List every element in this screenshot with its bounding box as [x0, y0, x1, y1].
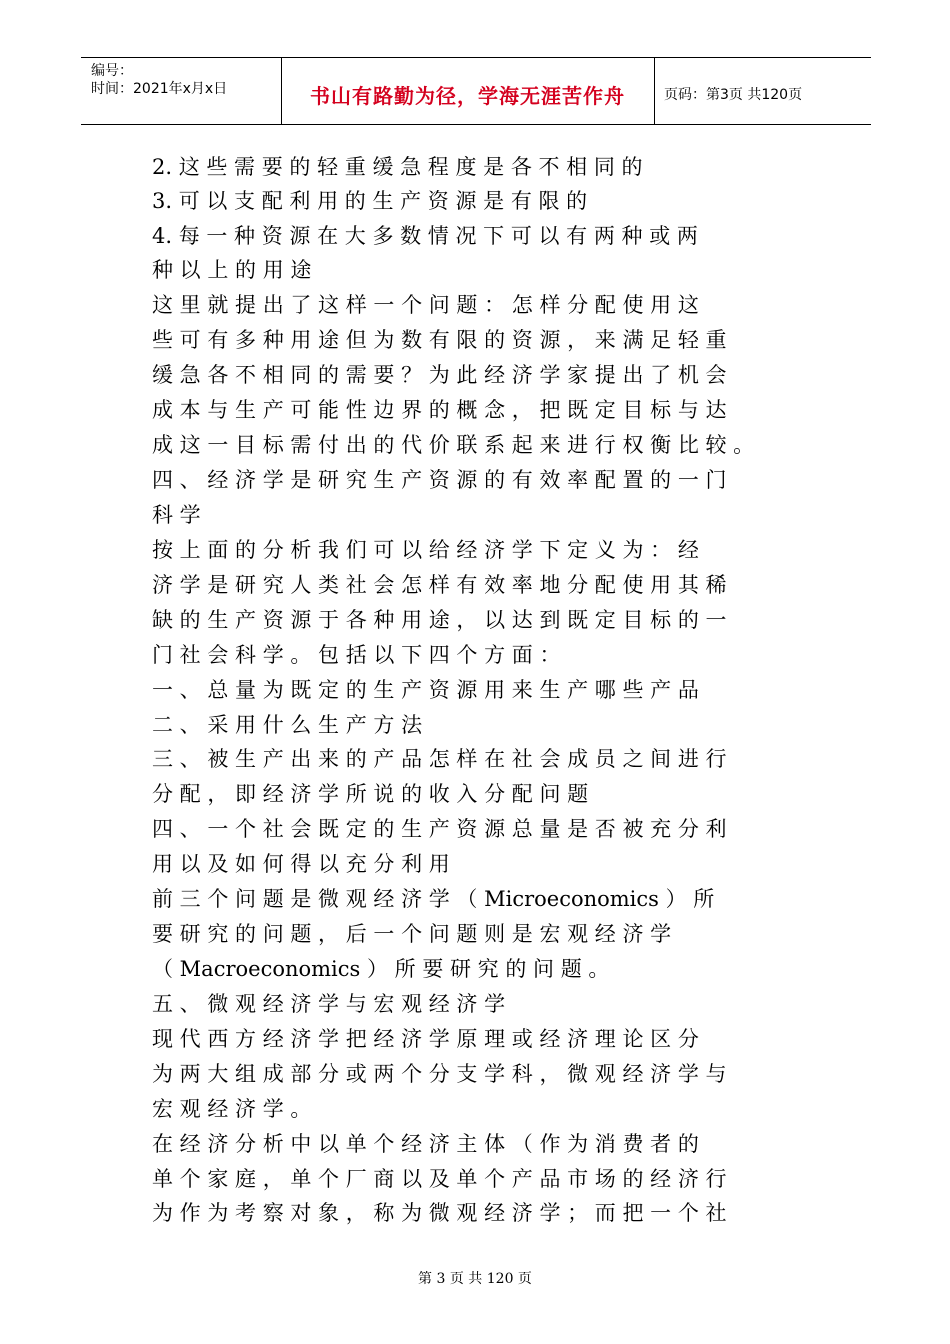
header-page-info: 页码：第3页 共120页 [664, 87, 803, 103]
header-meta-cell [81, 58, 282, 124]
header-motto-cell [281, 58, 655, 124]
text-line: 四 、 经 济 学 是 研 究 生 产 资 源 的 有 效 率 配 置 的 一 门 [152, 468, 727, 492]
text-line: 种 以 上 的 用 途 [152, 258, 312, 282]
text-line: 缓 急 各 不 相 同 的 需 要 ？ 为 此 经 济 学 家 提 出 了 机 会 [152, 363, 727, 387]
text-line: 分 配 ， 即 经 济 学 所 说 的 收 入 分 配 问 题 [152, 782, 589, 806]
text-line: 五 、 微 观 经 济 学 与 宏 观 经 济 学 [152, 992, 506, 1016]
page-header [81, 57, 871, 125]
text-line: 成 本 与 生 产 可 能 性 边 界 的 概 念 ， 把 既 定 目 标 与 达 [152, 398, 727, 422]
page-footer: 第 3 页 共 120 页 [418, 1271, 532, 1287]
text-line: 三 、 被 生 产 出 来 的 产 品 怎 样 在 社 会 成 员 之 间 进 行 [152, 747, 727, 771]
text-line: 一 、 总 量 为 既 定 的 生 产 资 源 用 来 生 产 哪 些 产 品 [152, 678, 699, 702]
text-line: 科 学 [152, 503, 201, 527]
text-line: 用 以 及 如 何 得 以 充 分 利 用 [152, 852, 450, 876]
text-line: 缺 的 生 产 资 源 于 各 种 用 途 ， 以 达 到 既 定 目 标 的 一 [152, 608, 727, 632]
text-line: 在 经 济 分 析 中 以 单 个 经 济 主 体 （ 作 为 消 费 者 的 [152, 1132, 699, 1156]
text-line: 为 作 为 考 察 对 象 ， 称 为 微 观 经 济 学 ； 而 把 一 个 社 [152, 1201, 727, 1225]
text-line: 现 代 西 方 经 济 学 把 经 济 学 原 理 或 经 济 理 论 区 分 [152, 1027, 699, 1051]
text-line: 3. 可 以 支 配 利 用 的 生 产 资 源 是 有 限 的 [152, 189, 588, 213]
document-number-label: 编号： [91, 63, 133, 79]
text-line: 前 三 个 问 题 是 微 观 经 济 学 （ Microeconomics ） 所 [152, 887, 715, 911]
text-line: 为 两 大 组 成 部 分 或 两 个 分 支 学 科 ， 微 观 经 济 学 与 [152, 1062, 727, 1086]
text-line: 2. 这 些 需 要 的 轻 重 缓 急 程 度 是 各 不 相 同 的 [152, 155, 643, 179]
text-line: 按 上 面 的 分 析 我 们 可 以 给 经 济 学 下 定 义 为 ： 经 [152, 538, 699, 562]
text-line: 4. 每 一 种 资 源 在 大 多 数 情 况 下 可 以 有 两 种 或 两 [152, 224, 698, 248]
text-line: 门 社 会 科 学 。 包 括 以 下 四 个 方 面 ： [152, 643, 561, 667]
text-line: （ Macroeconomics ） 所 要 研 究 的 问 题 。 [152, 957, 610, 981]
text-line: 单 个 家 庭 ， 单 个 厂 商 以 及 单 个 产 品 市 场 的 经 济 行 [152, 1167, 727, 1191]
document-time-label: 时间：2021年x月x日 [91, 81, 228, 97]
header-motto: 书山有路勤为径，学海无涯苦作舟 [310, 84, 625, 108]
text-line: 二 、 采 用 什 么 生 产 方 法 [152, 713, 423, 737]
text-line: 宏 观 经 济 学 。 [152, 1097, 312, 1121]
text-line: 济 学 是 研 究 人 类 社 会 怎 样 有 效 率 地 分 配 使 用 其 稀 [152, 573, 727, 597]
text-line: 些 可 有 多 种 用 途 但 为 数 有 限 的 资 源 ， 来 满 足 轻 重 [152, 328, 727, 352]
text-line: 要 研 究 的 问 题 ， 后 一 个 问 题 则 是 宏 观 经 济 学 [152, 922, 672, 946]
text-line: 四 、 一 个 社 会 既 定 的 生 产 资 源 总 量 是 否 被 充 分 利 [152, 817, 727, 841]
text-line: 这 里 就 提 出 了 这 样 一 个 问 题 ： 怎 样 分 配 使 用 这 [152, 293, 699, 317]
text-line: 成 这 一 目 标 需 付 出 的 代 价 联 系 起 来 进 行 权 衡 比 较 。 [152, 433, 755, 457]
header-page-cell [654, 58, 871, 124]
